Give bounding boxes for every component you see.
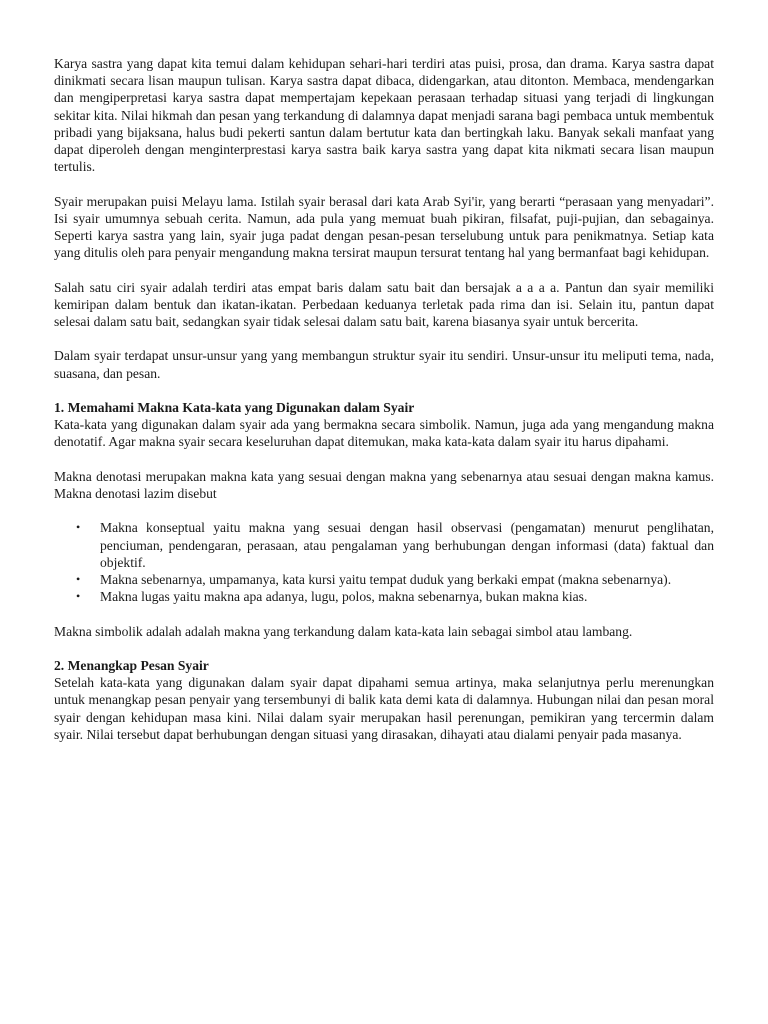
intro-paragraph-3: Salah satu ciri syair adalah terdiri atas empat baris dalam satu bait dan bersajak a a a a. Pantun dan syair memiliki kemiripan dalam bentuk dan ikatan-ikatan. Perbedaan keduanya terletak pada rima dan isi. Selain itu, pantun dapat selesai dalam satu bait, sedangkan syair tidak selesai dalam satu bait, karena biasanya syair untuk bercerita. (54, 279, 714, 330)
bullet-icon: • (76, 572, 81, 586)
list-item-text: Makna lugas yaitu makna apa adanya, lugu, polos, makna sebenarnya, bukan makna kias. (100, 589, 588, 605)
list-item-text: Makna konseptual yaitu makna yang sesuai dengan hasil observasi (pengamatan) menurut penglihatan, penciuman, pendengaran, perasaan, atau pengalaman yang berhubungan dengan informasi (data) faktual dan objektif. (100, 520, 714, 570)
bullet-icon: • (76, 589, 81, 604)
list-item (54, 588, 714, 605)
list-item (54, 571, 714, 588)
section-2 (54, 657, 714, 743)
section-1 (54, 399, 714, 640)
list-item-text: Makna sebenarnya, umpamanya, kata kursi yaitu tempat duduk yang berkaki empat (makna sebenarnya). (100, 572, 672, 587)
section-2-paragraph-1: Setelah kata-kata yang digunakan dalam syair dapat dipahami semua artinya, maka selanjutnya perlu merenungkan untuk menangkap pesan penyair yang tersembunyi di balik kata demi kata di dalamnya. Hubungan nilai dan pesan moral syair dengan kehidupan masa kini. Nilai dalam syair merupakan hasil perenungan, pemikiran yang tercermin dalam syair. Nilai tersebut dapat berhubungan dengan situasi yang dirasakan, dihayati atau dialami penyair pada masanya. (54, 675, 714, 742)
section-1-paragraph-2: Makna denotasi merupakan makna kata yang sesuai dengan makna yang sebenarnya atau sesuai dengan makna kamus. Makna denotasi lazim disebut (54, 468, 714, 501)
section-2-heading: 2. Menangkap Pesan Syair (54, 657, 209, 673)
document-page (54, 55, 714, 743)
section-1-paragraph-3: Makna simbolik adalah adalah makna yang terkandung dalam kata-kata lain sebagai simbol atau lambang. (54, 623, 633, 639)
intro-paragraph-1: Karya sastra yang dapat kita temui dalam kehidupan sehari-hari terdiri atas puisi, prosa, dan drama. Karya sastra dapat dinikmati secara lisan maupun tulisan. Karya sastra dapat dibaca, didengarkan, atau ditonton. Membaca, mendengarkan dan mengiperpretasi karya sastra dapat mempertajam kepekaan perasaan terhadap situasi yang terjadi di lingkungan sekitar kita. Nilai hikmah dan pesan yang terkandung di dalamnya dapat menjadi sarana bagi pembaca untuk membentuk pribadi yang bijaksana, halus budi pekerti santun dalam bertutur kata dan bertingkah laku. Banyak sekali manfaat yang dapat diperoleh dengan menginterprestasi karya sastra baik karya sastra yang dapat kita nikmati secara lisan maupun tertulis. (54, 56, 714, 175)
intro-paragraph-2: Syair merupakan puisi Melayu lama. Istilah syair berasal dari kata Arab Syi'ir, yang berarti “perasaan yang menyadari”. Isi syair umumnya sebuah cerita. Namun, ada pula yang memuat buah pikiran, filsafat, puji-pujian, dan sebagainya. Seperti karya sastra yang lain, syair juga padat dengan pesan-pesan terselubung untuk para penikmatnya. Setiap kata yang ditulis oleh para penyair mengandung makna tersirat maupun tersurat tentang hal yang bermanfaat bagi kehidupan. (54, 193, 714, 261)
list-item (54, 519, 714, 571)
intro-paragraph-4: Dalam syair terdapat unsur-unsur yang yang membangun struktur syair itu sendiri. Unsur-unsur itu meliputi tema, nada, suasana, dan pesan. (54, 348, 714, 381)
section-1-paragraph-1: Kata-kata yang digunakan dalam syair ada yang bermakna secara simbolik. Namun, juga ada yang mengandung makna denotatif. Agar makna syair secara keseluruhan dapat ditemukan, maka kata-kata dalam syair itu harus dipahami. (54, 417, 714, 450)
denotation-list (54, 519, 714, 605)
section-1-heading: 1. Memahami Makna Kata-kata yang Digunakan dalam Syair (54, 400, 415, 415)
bullet-icon: • (76, 520, 81, 535)
